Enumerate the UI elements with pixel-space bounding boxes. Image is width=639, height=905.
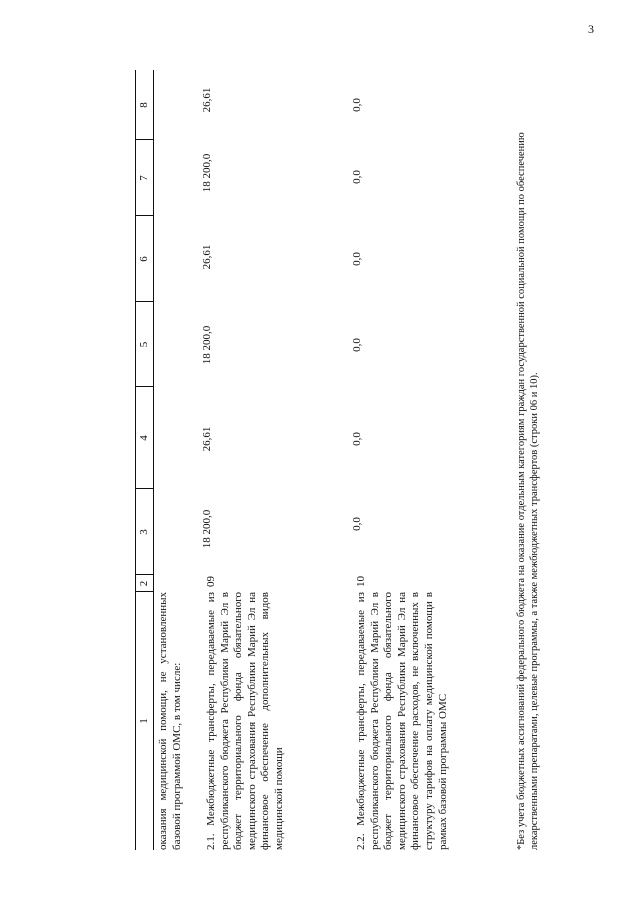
header-col-2: 2	[138, 580, 150, 587]
row-2-1-col-4: 26,61	[201, 426, 213, 452]
row-2-2-col-5: 0,0	[351, 338, 363, 352]
page-number: 3	[588, 22, 594, 36]
row-label-2-2: 2.2. Межбюджетные трансферты, передаваемые из республиканского бюджета Республики Марий Эл в бюджет территориального фонда обязательного медицинского страхования Республики Марий Эл на финансовое обеспечение расходов, не включенных в структуру тарифов на оплату медицинской помощи в рамках базовой программы ОМС	[355, 592, 449, 850]
row-label-continuation: оказания медицинской помощи, не установленных базовой программой ОМС, в том числе:	[157, 592, 183, 850]
table-header	[135, 70, 154, 850]
header-col-6: 6	[138, 256, 150, 262]
rotated-table-page	[135, 70, 639, 850]
row-2-1-col-8: 26,61	[201, 87, 213, 113]
header-col-7: 7	[138, 175, 150, 181]
row-2-2-col-4: 0,0	[351, 432, 363, 446]
header-col-4: 4	[138, 435, 150, 441]
row-2-1-col-6: 26,61	[201, 244, 213, 270]
row-2-1-col-5: 18 200,0	[201, 325, 213, 365]
header-col-1: 1	[138, 718, 150, 724]
row-2-1-col-3: 18 200,0	[201, 509, 213, 549]
row-label-2-1: 2.1. Межбюджетные трансферты, передаваемые из республиканского бюджета Республики Марий Эл в бюджет территориального фонда обязательного медицинского страхования Республики Марий Эл на финансовое обеспечение дополнительных видов медицинской помощи	[205, 592, 285, 850]
footnote: *Без учета бюджетных ассигнований федерального бюджета на оказание отдельным категориям граждан государственной социальной помощи по обеспечению лекарственными препаратами, целевые программы, а также межбюджетных трансфертов (строки 06 и 10).	[516, 132, 540, 850]
row-2-2-col-8: 0,0	[351, 98, 363, 112]
row-2-2-col-7: 0,0	[351, 170, 363, 184]
row-2-1-col-7: 18 200,0	[201, 153, 213, 193]
header-col-5: 5	[138, 341, 150, 348]
row-2-2-col-3: 0,0	[351, 517, 363, 531]
row-code-2-2: 10	[355, 576, 367, 587]
header-col-3: 3	[138, 529, 150, 535]
row-code-2-1: 09	[205, 576, 217, 587]
header-col-8: 8	[138, 102, 150, 108]
row-2-2-col-6: 0,0	[351, 252, 363, 266]
